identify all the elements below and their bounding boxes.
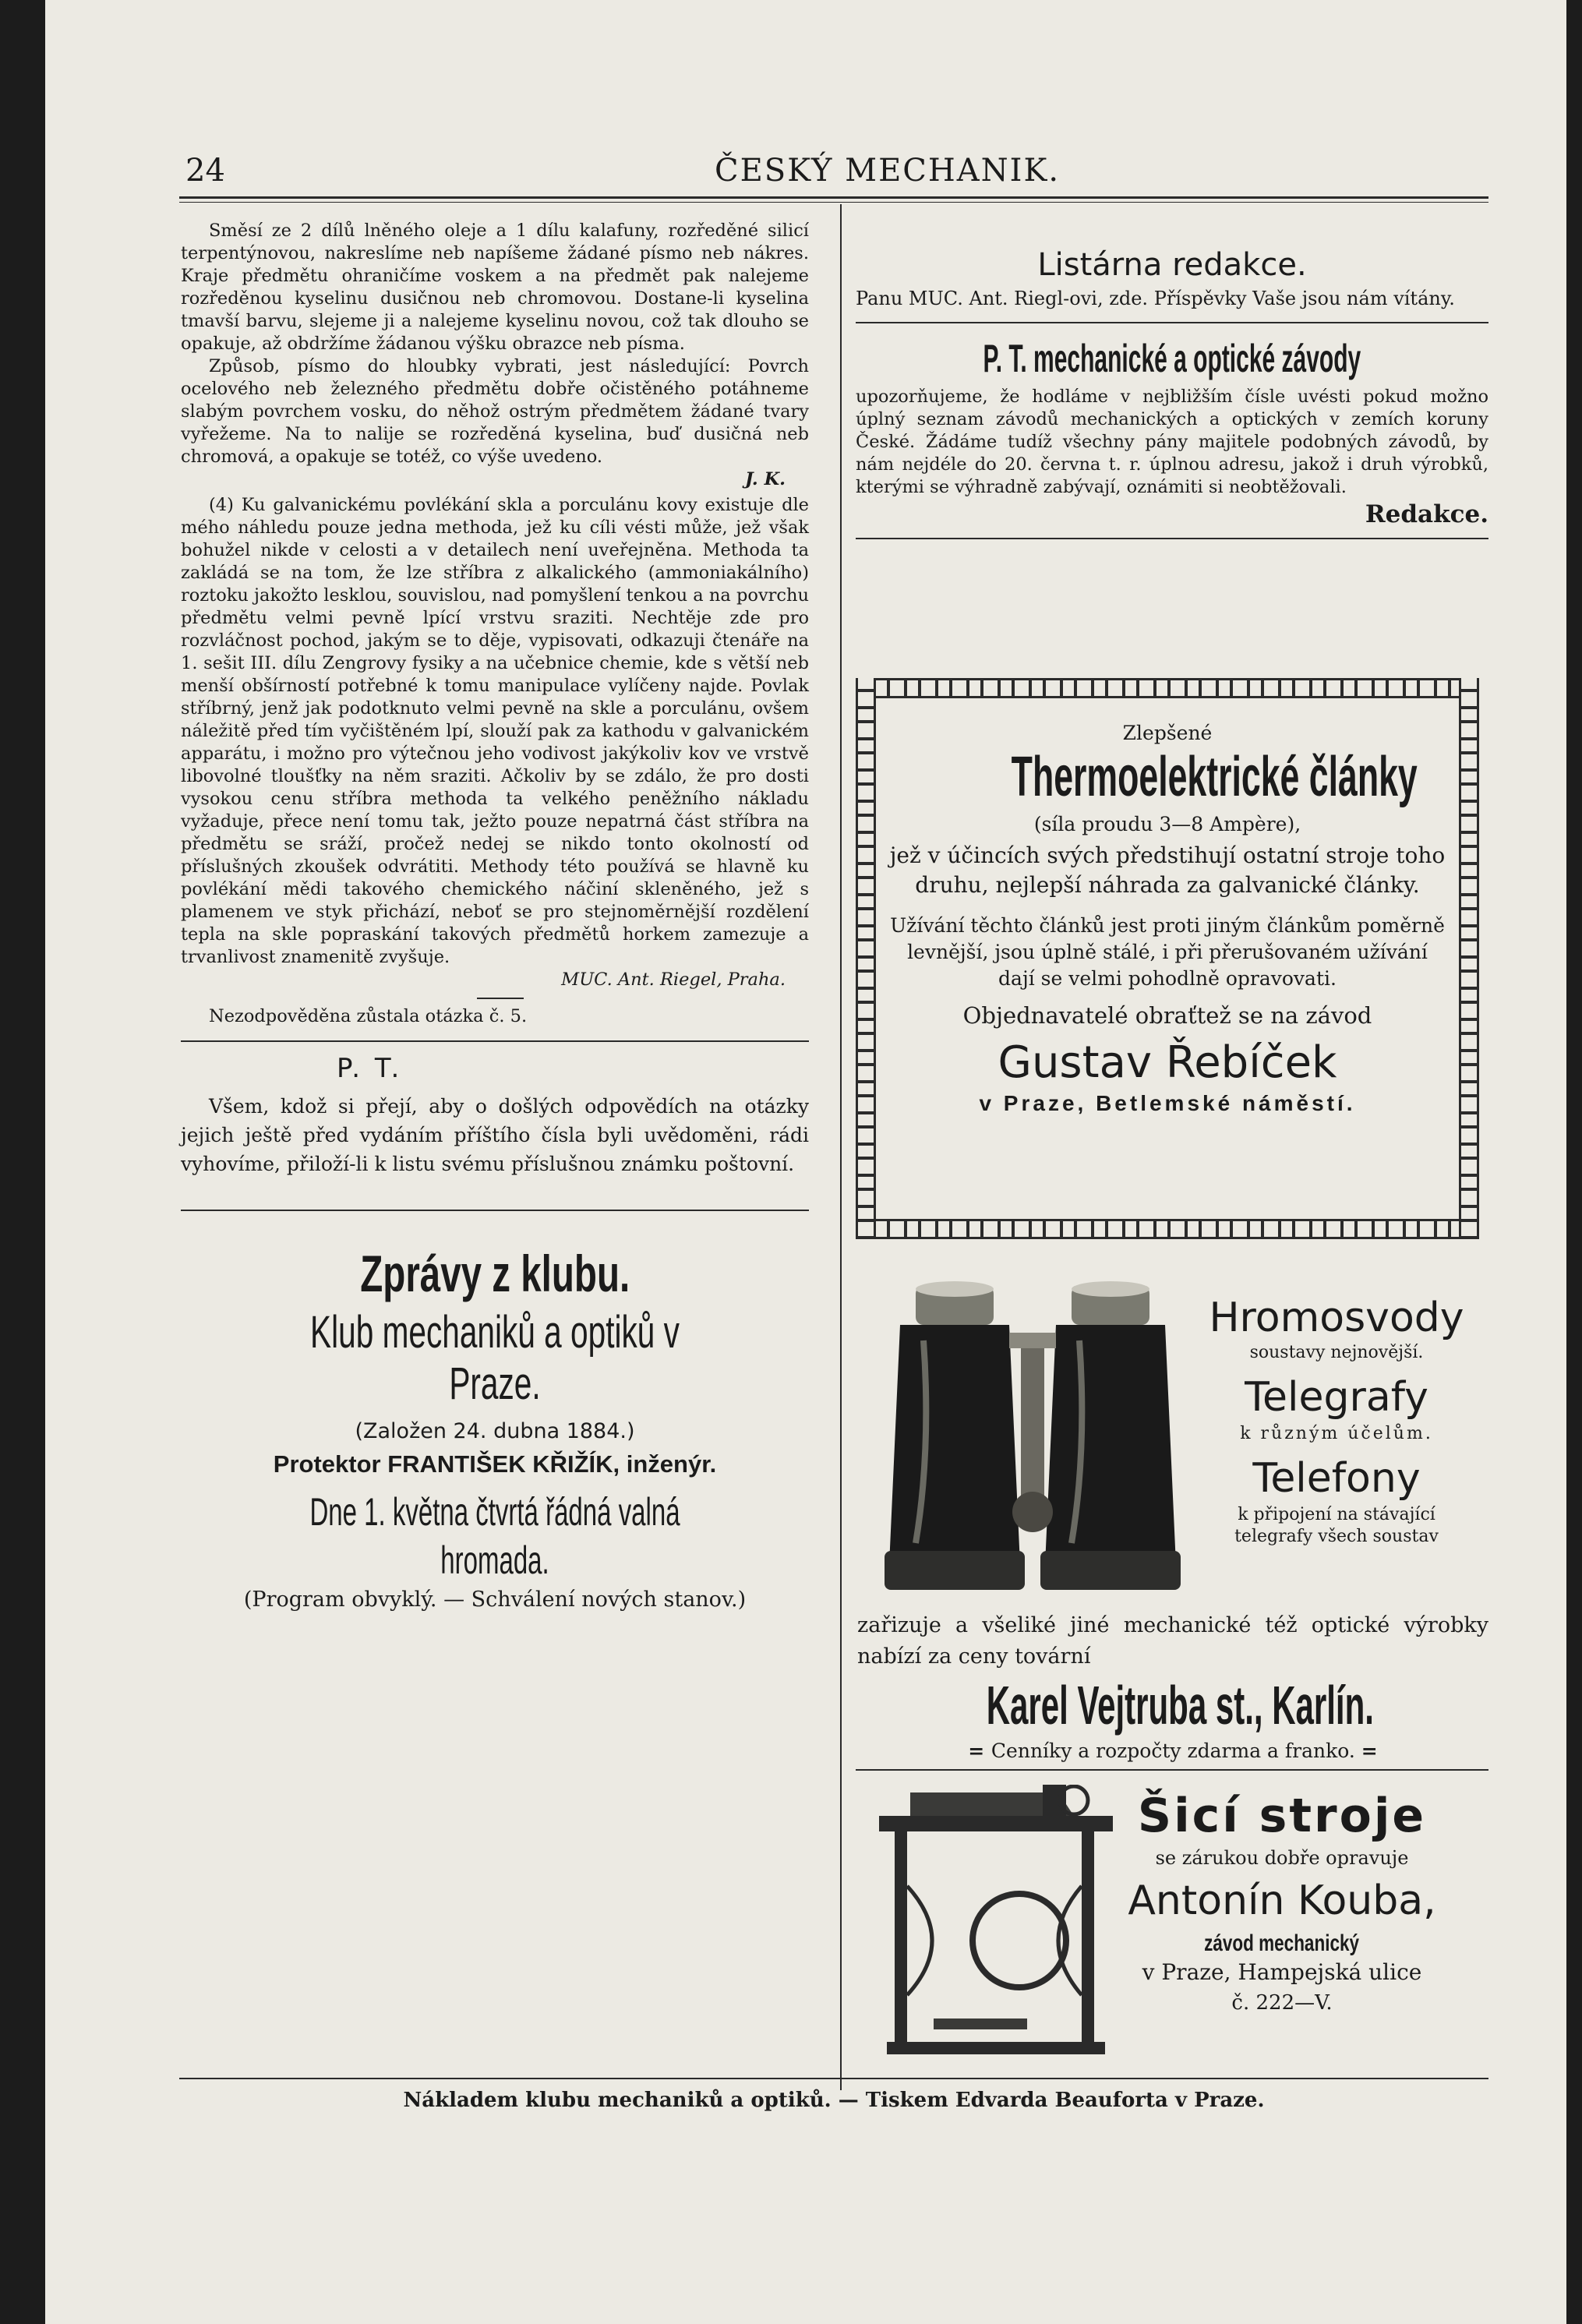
ad-name: Antonín Kouba, [1128,1877,1436,1924]
small-rule [477,998,524,999]
ad-pre: Zlepšené [1122,722,1213,744]
club-protector: Protektor FRANTIŠEK KŘIŽÍK, inženýr. [273,1450,717,1478]
ornamental-border [856,1219,1479,1239]
ad-order: Objednavatelé obraťtež se na závod [962,1002,1372,1029]
ad-sewing [1075,1786,1488,2017]
ad-firm: závod mechanický [1204,1930,1360,1956]
paragraph: Směsí ze 2 dílů lněného oleje a 1 dílu kalafuny, rozředěné silicí terpentýnovou, nakreslíme neb napíšeme žádané písmo neb nákres. Kraje předmětu ohraničíme voskem a na předmět pak nalejeme rozředěnou kyselinu dusičnou neb chromovou. Dostane-li kyselina tmavší barvu, slejeme ji a nalejeme kyselinu novou, což tak dlouho se opakuje, až obdržíme žádanou výšku obrazce neb písma. [181,221,809,354]
ad-sub: se zárukou dobře opravuje [1155,1847,1409,1869]
section-rule [181,1210,809,1211]
ad-address: v Praze, Betlemské náměstí. [979,1091,1356,1115]
header-rule [179,196,1488,199]
club-name: Klub mechaniků a optiků v Praze. [310,1307,680,1409]
ad-line: Hromosvody [1209,1294,1464,1341]
editor-note: Panu MUC. Ant. Riegl-ovi, zde. Příspěvky Vaše jsou nám vítány. [856,288,1455,309]
works-heading: P. T. mechanické a optické závody [983,337,1361,380]
left-column [181,220,809,1616]
ad-name: Karel Vejtruba st., Karlín. [986,1675,1374,1736]
section-rule [181,1040,809,1042]
ad-title: Thermoelektrické články [1011,746,1418,808]
ad-number: č. 222—V. [1231,1991,1333,2015]
editor-heading: Listárna redakce. [1037,247,1307,283]
footer-rule [179,2078,1488,2079]
section-rule [856,322,1488,323]
ad-text: Užívání těchto článků jest proti jiným článkům poměrně levnější, jsou úplně stálé, i při přerušovaném užívání dají se velmi pohodlně opravovati. [890,914,1445,990]
ornamental-border [1459,678,1479,1239]
ad-text: zařizuje a všeliké jiné mechanické též optické výrobky nabízí za ceny tovární [857,1613,1488,1669]
equals-icon: = [968,1739,991,1762]
ad-text: jež v účincích svých předstihují ostatní stroje toho druhu, nejlepší náhrada za galvanické články. [889,842,1446,898]
signature: MUC. Ant. Riegel, Praha. [561,970,786,990]
ad-line: Telegrafy [1245,1374,1428,1421]
club-founded: (Založen 24. dubna 1884.) [355,1419,635,1443]
page-number: 24 [185,153,225,189]
right-column [856,246,1488,547]
ad-lightning [1185,1294,1488,1548]
pt-text: Všem, kdož si přejí, aby o došlých odpovědích na otázky jejich ještě před vydáním příštího čísla byli uvědoměni, rádi vyhovíme, přiloží-li k listu svému příslušnou známku poštovní. [181,1095,809,1175]
unanswered-note: Nezodpověděna zůstala otázka č. 5. [209,1006,528,1026]
ad-power: (síla proudu 3—8 Ampère), [1033,813,1301,835]
ad-line: Telefony [1252,1455,1421,1502]
club-heading: Zprávy z klubu. [360,1245,630,1302]
ornamental-border [856,678,1479,698]
club-meeting: Dne 1. května čtvrtá řádná valná hromada. [309,1490,680,1582]
paragraph: Způsob, písmo do hloubky vybrati, jest následující: Povrch ocelového neb železného předmětu dobře očistěného potáhneme slabým povrchem vosku, do něhož ostrým předmětem žádané tvary vyřežeme. Na to nalije se rozředěná kyselina, buď dusičná neb chromová, a opakuje se totéž, co výše uvedeno. [181,356,809,467]
column-divider [840,204,842,2090]
ad-name: Gustav Řebíček [998,1037,1337,1088]
journal-title: ČESKÝ MECHANIK. [715,153,1061,189]
paragraph: (4) Ku galvanickému povlékání skla a porculánu kovy existuje dle mého náhledu pouze jedna methoda, jež ku cíli vésti může, jež však bohužel nikde v celosti a v detailech není uveřejněna. Methoda ta zakládá se na tom, že lze stříbra z alkalického (ammoniakálního) roztoku jakožto lesklou, souvislou, nad pomyšlení tenkou a na povrchu předmětu velmi pevně lpící vrstvu sraziti. Nechtěje zde pro rozvláčnost pochod, jakým se to děje, vypisovati, odkazuji čtenáře na 1. sešit III. dílu Zengrovy fysiky a na učebnice chemie, kde s větší neb menší obšírností potřebné k tomu manipulace vylíčeny najde. Povlak stříbrný, jenž jak podotknuto velmi pevně na skle a porculánu, ovšem náležitě před tím vyčištěném lpí, slouží pak za kathodu v galvanickém apparátu, i možno pro výtečnou jeho vodivost jakýkoliv kov ve vrstvě libovolné tloušťky na něm sraziti. Ačkoliv by se zdálo, že pro dosti vysokou cenu stříbra methoda ta velkého peněžního nákladu vyžaduje, přece není tomu tak, ježto pouze nepatrná část stříbra na předmětu se sráží, pročež nedej se nikdo tonto okolností od příslušných zkoušek odvrátiti. Methody této používá se hlavně ku povlékání mědi takového chemického náčiní skleněného, jež s plamenem ve styk přichází, neboť se pro stejnoměrnější rozdělení tepla na skle popraskání takových předmětů horkem zamezuje a trvanlivost znamenitě zvyšuje. [181,495,809,967]
ad-sub: soustavy nejnovější. [1249,1343,1424,1362]
footer: Nákladem klubu mechaniků a optiků. — Tiskem Edvarda Beauforta v Praze. [403,2089,1265,2112]
ad-vejtruba [857,1610,1488,1764]
ad-address: v Praze, Hampejská ulice [1142,1959,1422,1985]
pt-heading: P. T. [337,1053,403,1084]
ad-sub: k připojení na stávající telegrafy všech soustav [1234,1505,1439,1546]
equals-icon: = [1361,1739,1378,1762]
page-header [142,153,1467,200]
ad-sub: k různým účelům. [1240,1424,1433,1443]
signature: J. K. [745,469,786,489]
club-program: (Program obvyklý. — Schválení nových stanov.) [243,1588,747,1612]
ad-price: = Cenníky a rozpočty zdarma a franko. = [968,1739,1378,1762]
binoculars-illustration [869,1278,1204,1605]
binoculars-icon [885,1281,1181,1590]
ornamental-border [856,678,876,1239]
section-rule [856,1769,1488,1771]
header-rule-thin [179,202,1488,203]
section-rule [856,538,1488,539]
ad-thermoelectric [856,678,1479,1239]
ad-title: Šicí stroje [1137,1789,1427,1843]
works-sign: Redakce. [1365,500,1488,528]
works-text: upozorňujeme, že hodláme v nejbližším čísle uvésti pokud možno úplný seznam závodů mechanických a optických v zemích koruny České. Žádáme tudíž všechny pány majitele podobných závodů, by nám nejdéle do 20. června t. r. úplnou adresu, jakož i druh výrobků, kterými se výhradně zabývají, oznámiti si neobtěžovali. [856,387,1488,497]
